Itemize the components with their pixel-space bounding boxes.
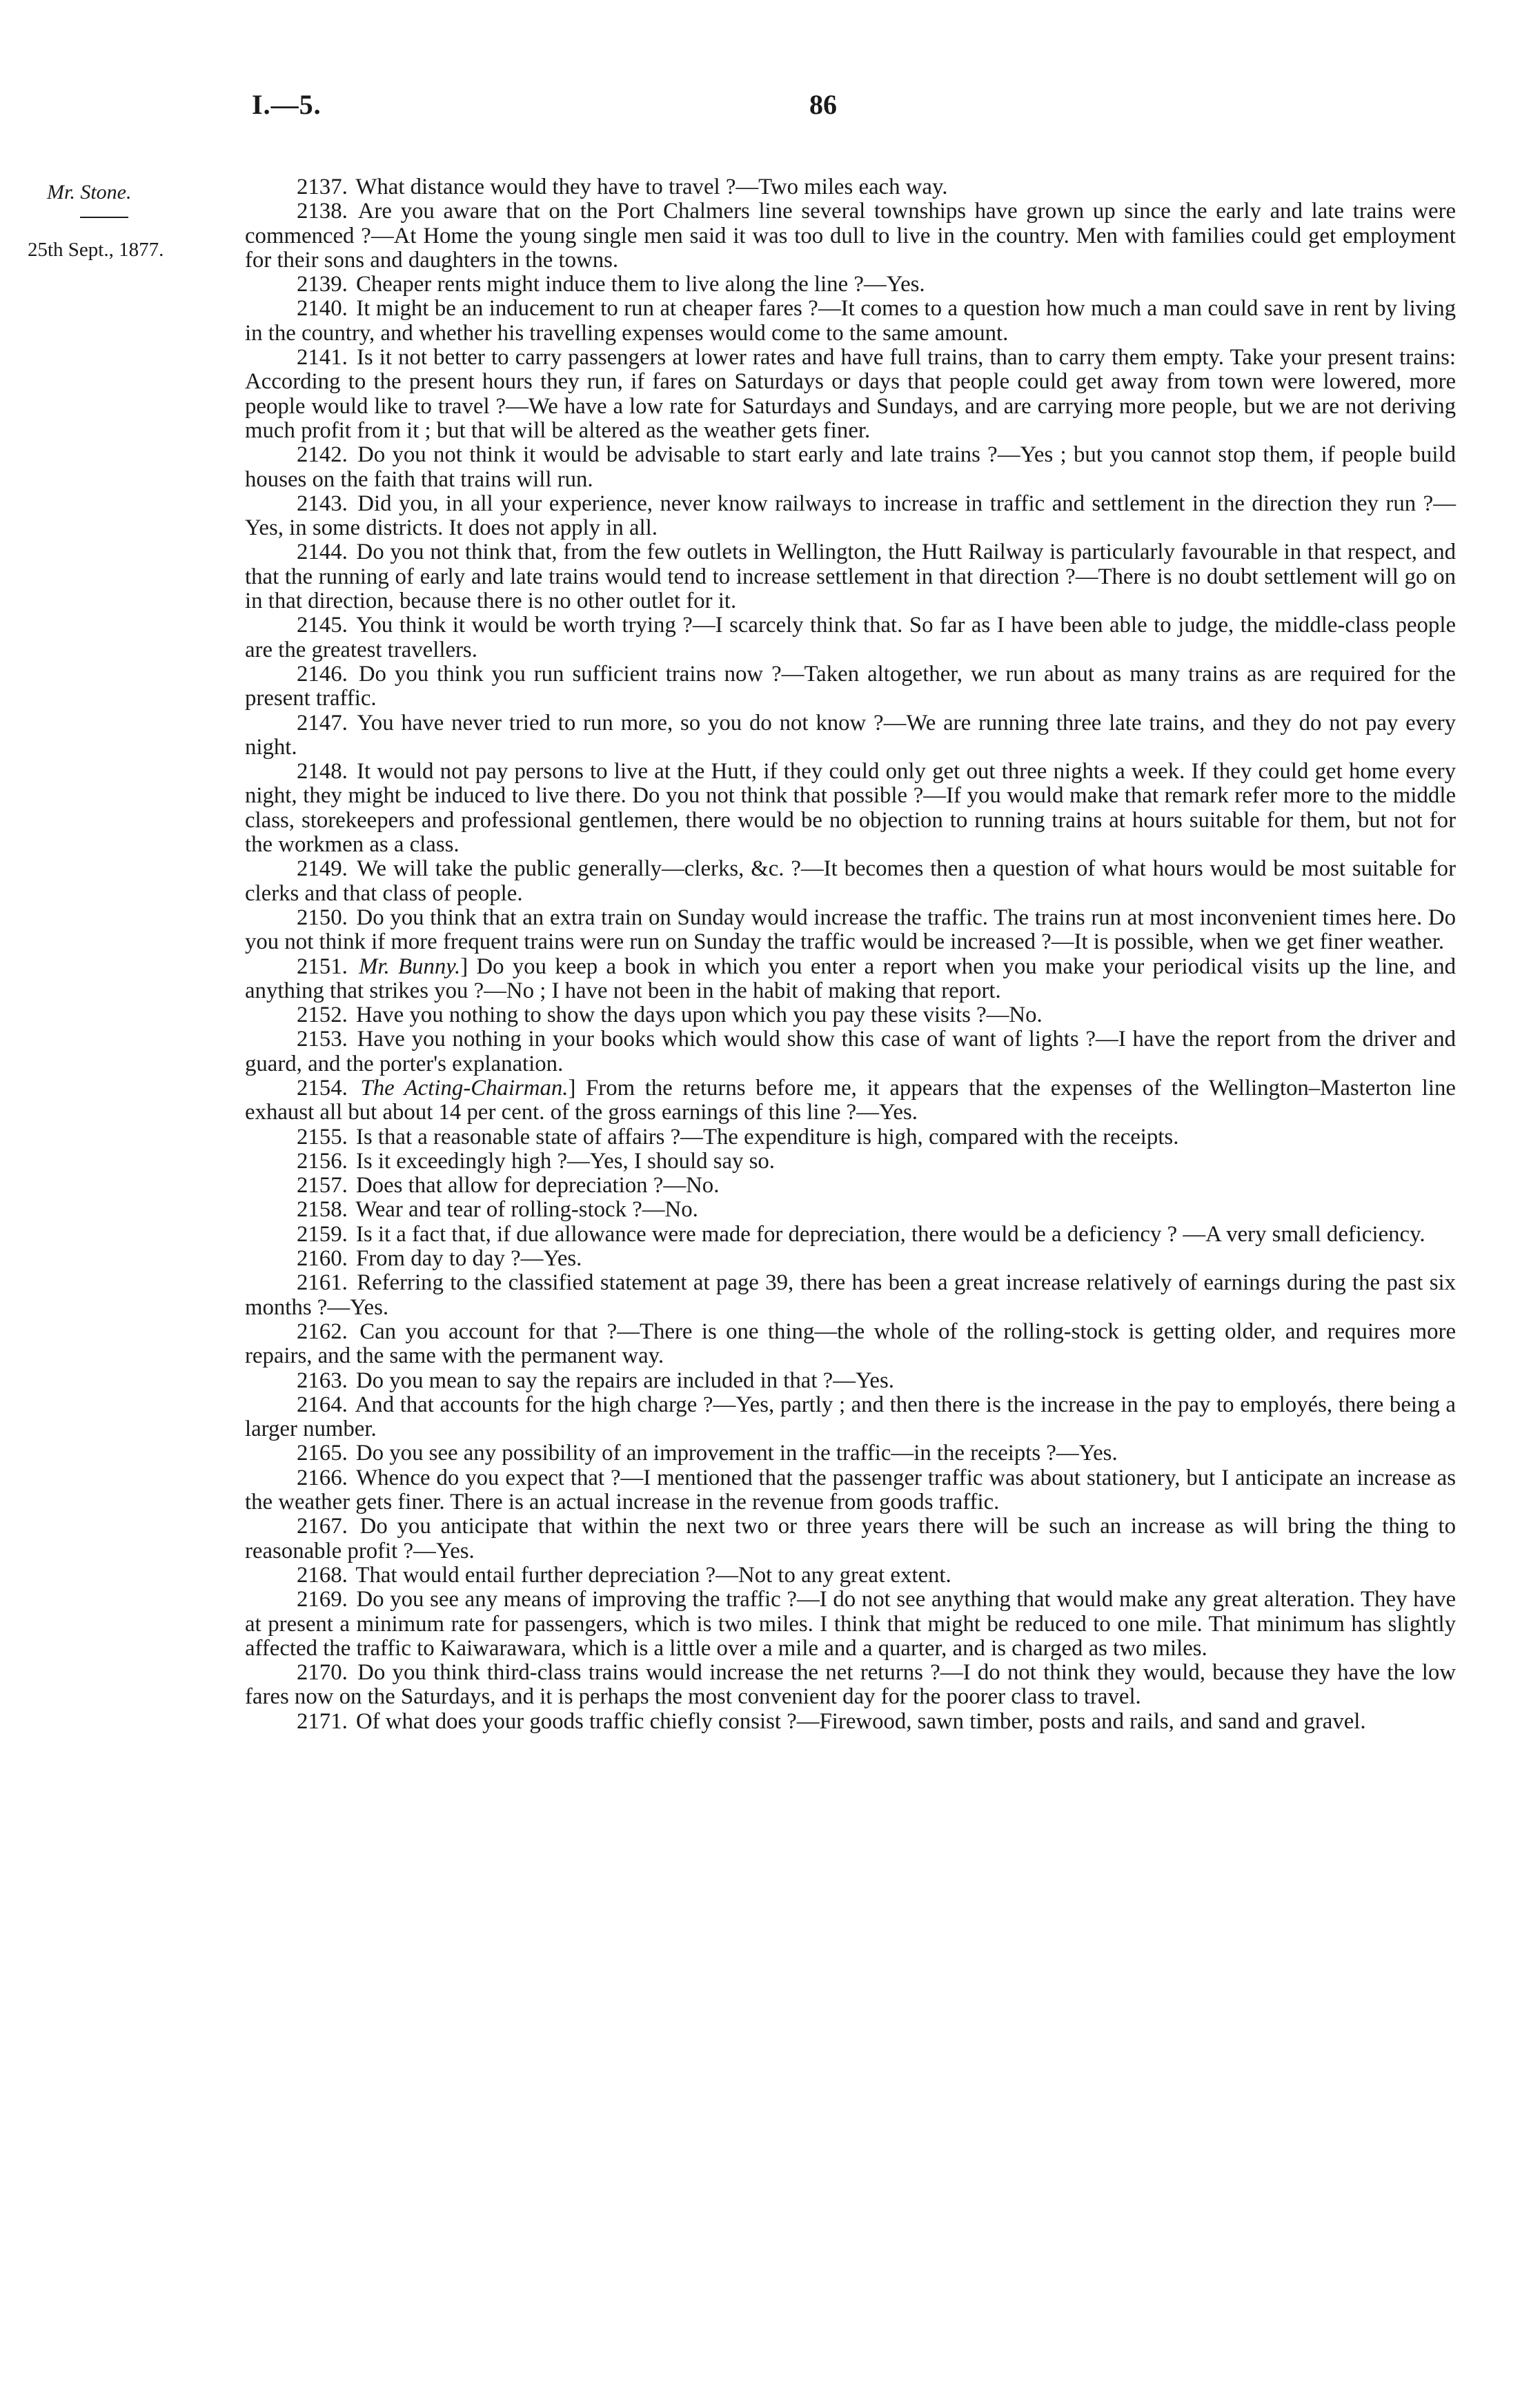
testimony-date: 25th Sept., 1877. bbox=[28, 239, 164, 261]
question-paragraph bbox=[245, 1149, 1456, 1174]
question-number: 2152. bbox=[297, 1003, 348, 1028]
question-paragraph bbox=[245, 175, 1456, 199]
question-number: 2153. bbox=[297, 1027, 348, 1052]
question-paragraph bbox=[245, 273, 1456, 297]
question-text: Do you think third-class trains would increase the net returns ?—I do not think they would, because they have the low fares now on the Saturdays, and it is perhaps the most convenient day for the poorer class to travel. bbox=[245, 1660, 1456, 1710]
question-paragraph bbox=[245, 1710, 1456, 1734]
question-number: 2169. bbox=[297, 1587, 348, 1612]
question-number: 2139. bbox=[297, 272, 348, 297]
question-text: Did you, in all your experience, never know railways to increase in traffic and settlement in the direction they run ?—Yes, in some districts. It does not apply in all. bbox=[245, 491, 1456, 541]
question-text: You have never tried to run more, so you do not know ?—We are running three late trains, and they do not pay every night. bbox=[245, 710, 1457, 760]
question-number: 2154. bbox=[297, 1075, 348, 1101]
question-number: 2170. bbox=[297, 1660, 348, 1686]
question-text: Are you aware that on the Port Chalmers line several townships have grown up since the early and late trains were commenced ?—At Home the young single men said it was too dull to live in the country. Men with families could get employment for their sons and daughters in the towns. bbox=[245, 199, 1457, 273]
question-paragraph bbox=[245, 955, 1456, 1004]
question-number: 2155. bbox=[297, 1124, 348, 1149]
question-paragraph bbox=[245, 199, 1456, 273]
question-text: And that accounts for the high charge ?—Yes, partly ; and then there is the increase in the pay to employés, there being a larger number. bbox=[245, 1392, 1456, 1442]
question-number: 2143. bbox=[297, 491, 348, 516]
question-paragraph bbox=[245, 857, 1456, 906]
question-number: 2151. bbox=[297, 954, 348, 979]
question-paragraph bbox=[245, 662, 1456, 711]
question-number: 2147. bbox=[297, 710, 348, 736]
question-number: 2149. bbox=[297, 856, 348, 882]
page-number: 86 bbox=[809, 89, 837, 120]
question-text: Do you think you run sufficient trains now ?—Taken altogether, we run about as many trains as are required for the present traffic. bbox=[245, 661, 1456, 711]
question-text: Does that allow for depreciation ?—No. bbox=[356, 1173, 720, 1198]
question-number: 2148. bbox=[297, 759, 348, 785]
question-paragraph bbox=[245, 297, 1456, 346]
question-paragraph bbox=[245, 1320, 1456, 1369]
question-text: Is that a reasonable state of affairs ?—The expenditure is high, compared with the receipts. bbox=[356, 1124, 1179, 1149]
question-number: 2160. bbox=[297, 1246, 348, 1272]
witness-name: Mr. Stone. bbox=[47, 181, 132, 204]
question-number: 2150. bbox=[297, 905, 348, 930]
question-number: 2165. bbox=[297, 1441, 348, 1466]
question-text: What distance would they have to travel ?—Two miles each way. bbox=[355, 175, 948, 199]
question-text: Do you think that an extra train on Sunday would increase the traffic. The trains run at most inconvenient times here. Do you not think if more frequent trains were run on Sunday the traffic would be increased ?—It is possible, when we get finer weather. bbox=[245, 905, 1456, 955]
question-number: 2138. bbox=[297, 199, 348, 224]
question-number: 2137. bbox=[297, 175, 348, 199]
question-paragraph bbox=[245, 1247, 1456, 1271]
question-text: It would not pay persons to live at the Hutt, if they could only get out three nights a week. If they could get home every night, they might be induced to live there. Do you not think that possible ?—If you would make that remark refer more to the middle class, storekeepers and professional gentlemen, there would be no objection to running trains at hours suitable for them, but not for the workmen as a class. bbox=[245, 759, 1456, 858]
speaker-name: Mr. Bunny. bbox=[359, 954, 461, 979]
question-number: 2158. bbox=[297, 1197, 348, 1223]
question-text: Is it a fact that, if due allowance were made for depreciation, there would be a deficiency ? —A very small deficiency. bbox=[356, 1221, 1425, 1247]
question-number: 2145. bbox=[297, 613, 348, 638]
question-paragraph bbox=[245, 1271, 1456, 1320]
question-paragraph bbox=[245, 492, 1456, 541]
question-text: ] From the returns before me, it appears that the expenses of the Wellington–Masterton line exhaust all but about 14 per cent. of the gross earnings of this line ?—Yes. bbox=[245, 1075, 1456, 1125]
question-text: Do you see any means of improving the traffic ?—I do not see anything that would make any great alteration. They have at present a minimum rate for passengers, which is two miles. I think that might be reduced to one mile. That minimum has slightly affected the traffic to Kaiwarawara, which is a little over a mile and a quarter, and is charged as two miles. bbox=[245, 1587, 1456, 1661]
speaker-name: The Acting-Chairman. bbox=[360, 1075, 569, 1101]
question-number: 2140. bbox=[297, 296, 348, 322]
question-paragraph bbox=[245, 1003, 1456, 1027]
question-paragraph bbox=[245, 711, 1456, 760]
testimony-body bbox=[245, 175, 1456, 1734]
question-text: Wear and tear of rolling-stock ?—No. bbox=[355, 1197, 698, 1223]
question-text: Is it not better to carry passengers at lower rates and have full trains, than to carry them empty. Take your present trains: According to the present hours they run, if fares on Saturdays or days that people could get away from town were lowered, more people would like to travel ?—We have a low rate for Saturdays and Sundays, and are carrying more people, but we are not deriving much profit from it ; but that will be altered as the weather gets finer. bbox=[245, 345, 1456, 443]
question-text: Have you nothing in your books which would show this case of want of lights ?—I have the report from the driver and guard, and the porter's explanation. bbox=[245, 1027, 1457, 1076]
question-text: We will take the public generally—clerks, &c. ?—It becomes then a question of what hours would be most suitable for clerks and that class of people. bbox=[245, 856, 1456, 906]
question-text: Can you account for that ?—There is one thing—the whole of the rolling-stock is getting older, and requires more repairs, and the same with the permanent way. bbox=[245, 1319, 1456, 1369]
question-text: Do you not think that, from the few outlets in Wellington, the Hutt Railway is particularly favourable in that respect, and that the running of early and late trains would tend to increase settlement in that direction ?—There is no doubt settlement will go on in that direction, because there is no other outlet for it. bbox=[245, 540, 1456, 614]
question-paragraph bbox=[245, 1125, 1456, 1149]
question-number: 2141. bbox=[297, 345, 348, 371]
question-paragraph bbox=[245, 443, 1456, 492]
question-number: 2159. bbox=[297, 1221, 348, 1247]
question-text: Do you mean to say the repairs are included in that ?—Yes. bbox=[356, 1368, 894, 1393]
question-text: Of what does your goods traffic chiefly consist ?—Firewood, sawn timber, posts and rails, and sand and gravel. bbox=[356, 1708, 1366, 1734]
question-text: It might be an inducement to run at cheaper fares ?—It comes to a question how much a man could save in rent by living in the country, and whether his travelling expenses would come to the same amount. bbox=[245, 296, 1456, 346]
question-number: 2156. bbox=[297, 1148, 348, 1174]
report-reference: I.—5. bbox=[252, 89, 322, 120]
question-paragraph bbox=[245, 1198, 1456, 1222]
question-number: 2142. bbox=[297, 442, 348, 468]
question-text: Have you nothing to show the days upon which you pay these visits ?—No. bbox=[356, 1003, 1043, 1028]
question-paragraph bbox=[245, 1223, 1456, 1247]
question-paragraph bbox=[245, 613, 1456, 662]
question-text: Referring to the classified statement at page 39, there has been a great increase relatively of earnings during the past six months ?—Yes. bbox=[245, 1270, 1456, 1320]
question-number: 2162. bbox=[297, 1319, 348, 1344]
question-paragraph bbox=[245, 1441, 1456, 1466]
question-text: Do you not think it would be advisable to start early and late trains ?—Yes ; but you cannot stop them, if people build houses on the faith that trains will run. bbox=[245, 442, 1456, 492]
question-text: That would entail further depreciation ?—Not to any great extent. bbox=[355, 1562, 951, 1588]
question-paragraph bbox=[245, 1563, 1456, 1588]
question-text: ] Do you keep a book in which you enter a report when you make your periodical visits up the line, and anything that strikes you ?—No ; I have not been in the habit of making that report. bbox=[245, 954, 1456, 1003]
question-number: 2167. bbox=[297, 1514, 348, 1539]
question-paragraph bbox=[245, 1393, 1456, 1442]
question-number: 2163. bbox=[297, 1368, 348, 1393]
question-paragraph bbox=[245, 760, 1456, 857]
question-text: From day to day ?—Yes. bbox=[356, 1246, 582, 1272]
question-paragraph bbox=[245, 1369, 1456, 1393]
question-number: 2164. bbox=[297, 1392, 348, 1417]
question-text: Is it exceedingly high ?—Yes, I should say so. bbox=[356, 1148, 775, 1174]
question-paragraph bbox=[245, 1466, 1456, 1515]
question-paragraph bbox=[245, 346, 1456, 443]
question-number: 2161. bbox=[297, 1270, 348, 1296]
question-paragraph bbox=[245, 1027, 1456, 1076]
question-paragraph bbox=[245, 906, 1456, 955]
question-text: You think it would be worth trying ?—I scarcely think that. So far as I have been able to judge, the middle-class people are the greatest travellers. bbox=[245, 613, 1456, 662]
question-number: 2144. bbox=[297, 540, 348, 565]
question-paragraph bbox=[245, 1588, 1456, 1661]
margin-divider bbox=[80, 217, 128, 218]
question-paragraph bbox=[245, 1514, 1456, 1563]
question-number: 2157. bbox=[297, 1173, 348, 1198]
question-number: 2166. bbox=[297, 1465, 348, 1490]
question-text: Whence do you expect that ?—I mentioned that the passenger traffic was about stationery, but I anticipate an increase as the weather gets finer. There is an actual increase in the revenue from goods traffic. bbox=[245, 1465, 1457, 1515]
question-number: 2171. bbox=[297, 1708, 348, 1734]
question-number: 2168. bbox=[297, 1562, 348, 1588]
question-text: Cheaper rents might induce them to live along the line ?—Yes. bbox=[356, 272, 925, 297]
question-paragraph bbox=[245, 1076, 1456, 1125]
question-paragraph bbox=[245, 1174, 1456, 1198]
question-text: Do you anticipate that within the next two or three years there will be such an increase as will bring the thing to reasonable profit ?—Yes. bbox=[245, 1514, 1457, 1563]
question-number: 2146. bbox=[297, 661, 348, 687]
question-paragraph bbox=[245, 540, 1456, 613]
question-paragraph bbox=[245, 1661, 1456, 1710]
question-text: Do you see any possibility of an improvement in the traffic—in the receipts ?—Yes. bbox=[356, 1441, 1118, 1466]
